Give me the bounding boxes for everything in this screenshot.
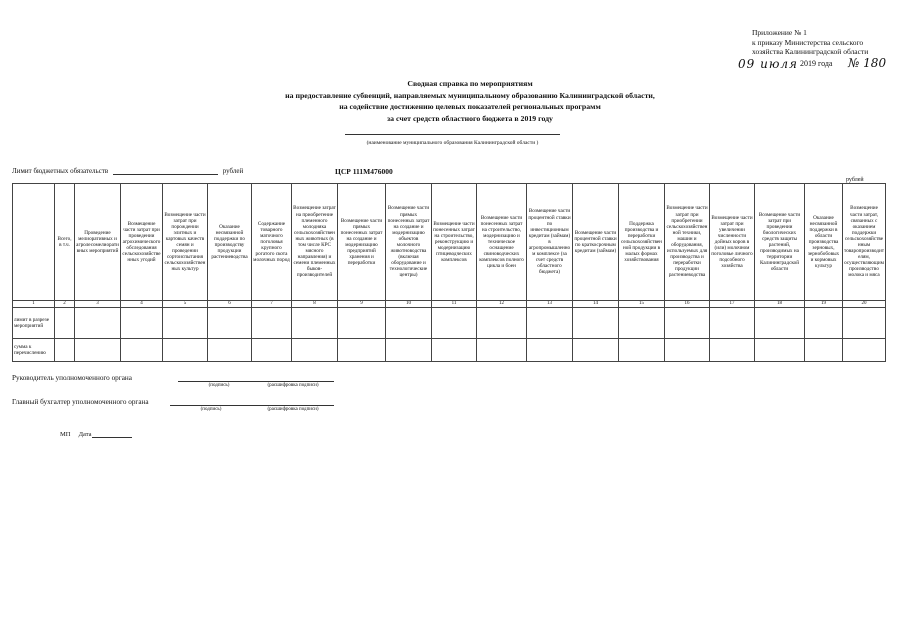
municipality-field-line[interactable] bbox=[345, 134, 560, 135]
head-signature-label: Руководитель уполномоченного органа bbox=[12, 374, 132, 382]
accountant-signature-label: Главный бухгалтер уполномоченного органа bbox=[12, 398, 149, 406]
table-cell[interactable] bbox=[805, 308, 843, 339]
table-cell[interactable] bbox=[477, 339, 527, 362]
table-cell[interactable] bbox=[252, 308, 292, 339]
table-cell[interactable] bbox=[252, 339, 292, 362]
table-cell[interactable] bbox=[292, 308, 338, 339]
head-transcript-caption: (расшифровка подписи) bbox=[267, 383, 319, 388]
limit-line bbox=[12, 167, 243, 175]
table-cell[interactable] bbox=[75, 339, 121, 362]
column-number: 1 bbox=[13, 301, 55, 308]
table-cell[interactable] bbox=[710, 308, 755, 339]
table-cell[interactable] bbox=[477, 308, 527, 339]
header-cell: Возмещение затрат на приобретение племенного молодняка сельскохозяйственных животных (в том числе КРС мясного направления) и семени племенных быков-производителей bbox=[292, 184, 338, 301]
header-cell: Оказание несвязанной поддержки по производству продукции растениеводства bbox=[208, 184, 252, 301]
table-cell[interactable] bbox=[292, 339, 338, 362]
table-cell[interactable] bbox=[755, 339, 805, 362]
table-cell[interactable] bbox=[386, 308, 432, 339]
appendix-line-3: хозяйства Калининградской области bbox=[752, 47, 869, 56]
appendix-year: 2019 года bbox=[800, 59, 833, 68]
document-title bbox=[150, 78, 790, 124]
accountant-transcript-caption: (расшифровка подписи) bbox=[267, 407, 319, 412]
header-cell: Возмещение части понесенных затрат на строительство, модернизацию и техническое оснащение свиноводческих комплексов полного цикла и боен bbox=[477, 184, 527, 301]
column-number-row bbox=[13, 301, 886, 308]
title-line-4: за счет средств областного бюджета в 2019 году bbox=[387, 113, 553, 123]
header-cell: Возмещение части прямых понесенных затрат на создание и модернизацию объектов молочного животноводства (включая оборудование и технологические центры) bbox=[386, 184, 432, 301]
column-number: 10 bbox=[386, 301, 432, 308]
table-cell[interactable] bbox=[55, 308, 75, 339]
column-number: 19 bbox=[805, 301, 843, 308]
header-cell: Возмещение части затрат при проведении агрохимического обследования сельскохозяйственных угодий bbox=[121, 184, 163, 301]
mp-label: МП bbox=[60, 431, 71, 438]
column-number: 4 bbox=[121, 301, 163, 308]
header-cell: Содержание товарного маточного поголовья крупного рогатого скота молочных пород bbox=[252, 184, 292, 301]
title-line-3: на содействие достижению целевых показателей региональных программ bbox=[339, 102, 601, 112]
appendix-line-2: к приказу Министерства сельского bbox=[752, 37, 864, 47]
column-number: 12 bbox=[477, 301, 527, 308]
municipality-caption: (наименование муниципального образования Калининградской области ) bbox=[366, 140, 539, 146]
table-cell[interactable] bbox=[665, 339, 710, 362]
table-cell[interactable] bbox=[527, 308, 573, 339]
appendix-block bbox=[752, 28, 902, 57]
column-number: 20 bbox=[843, 301, 886, 308]
header-cell: Возмещение части прямых понесенных затрат на создание и модернизацию предприятий хранения и переработки bbox=[338, 184, 386, 301]
head-transcript-line[interactable] bbox=[252, 381, 334, 382]
date-field[interactable] bbox=[92, 432, 132, 438]
handwritten-number: № 180 bbox=[848, 56, 887, 70]
table-cell[interactable] bbox=[805, 339, 843, 362]
header-cell: Возмещение части затрат при проведении биологических средств защиты растений, производимых на территории Калининградской области bbox=[755, 184, 805, 301]
title-line-1: Сводная справка по мероприятиям bbox=[407, 79, 533, 88]
column-number: 11 bbox=[432, 301, 477, 308]
header-cell: Возмещение части затрат при порождении элитных и картовых качеств семян и проведении сортоиспытания сельскохозяйственных культур bbox=[163, 184, 208, 301]
table-cell[interactable] bbox=[121, 339, 163, 362]
column-number: 7 bbox=[252, 301, 292, 308]
column-number: 13 bbox=[527, 301, 573, 308]
header-cell: Поддержка производства и переработки сельскохозяйственной продукции в малых формах хозяйствования bbox=[619, 184, 665, 301]
table-cell[interactable] bbox=[619, 308, 665, 339]
limit-label: Лимит бюджетных обязательств bbox=[12, 167, 109, 175]
column-number: 9 bbox=[338, 301, 386, 308]
column-number: 15 bbox=[619, 301, 665, 308]
table-cell[interactable] bbox=[573, 308, 619, 339]
table-header-row bbox=[13, 184, 886, 301]
table-cell[interactable] bbox=[75, 308, 121, 339]
column-number: 3 bbox=[75, 301, 121, 308]
header-cell: Возмещение части затрат, связанных с оказанием поддержки сельскохозяйственным товаропроизводителям, осуществляющим производство молока и мяса bbox=[843, 184, 886, 301]
table-cell[interactable] bbox=[755, 308, 805, 339]
header-cell: Всего, в т.ч. bbox=[55, 184, 75, 301]
handwritten-date: 09 июля bbox=[738, 57, 798, 71]
column-number: 16 bbox=[665, 301, 710, 308]
accountant-transcript-line[interactable] bbox=[252, 405, 334, 406]
table-cell[interactable] bbox=[573, 339, 619, 362]
table-cell[interactable] bbox=[665, 308, 710, 339]
column-number: 14 bbox=[573, 301, 619, 308]
title-line-2: на предоставление субвенций, направляемых муниципальному образованию Калининградской области, bbox=[285, 90, 655, 100]
table-cell[interactable] bbox=[843, 308, 886, 339]
table-cell[interactable] bbox=[527, 339, 573, 362]
summary-table bbox=[12, 183, 886, 362]
header-cell bbox=[13, 184, 55, 301]
limit-unit: рублей bbox=[222, 167, 244, 175]
accountant-signature-line[interactable] bbox=[170, 405, 252, 406]
stamp-date-line bbox=[60, 431, 132, 438]
column-number: 6 bbox=[208, 301, 252, 308]
row-label: сумма к перечислению bbox=[13, 339, 55, 362]
table-cell[interactable] bbox=[619, 339, 665, 362]
table-cell[interactable] bbox=[163, 308, 208, 339]
column-number: 2 bbox=[55, 301, 75, 308]
header-cell: Проведение мелиоративных и агролесомелиоративных мероприятий bbox=[75, 184, 121, 301]
row-label: лимит в разрезе мероприятий bbox=[13, 308, 55, 339]
header-cell: Оказание несвязанной поддержки в области производства зерновых, зернобобовых и кормовых культур bbox=[805, 184, 843, 301]
table-cell[interactable] bbox=[386, 339, 432, 362]
table-row bbox=[13, 339, 886, 362]
header-cell: Возмещение части затрат при приобретении сельскохозяйственной техники, машин и оборудования, используемых для производства и переработки продукции растениеводства bbox=[665, 184, 710, 301]
column-number: 18 bbox=[755, 301, 805, 308]
column-number: 8 bbox=[292, 301, 338, 308]
table-cell[interactable] bbox=[121, 308, 163, 339]
table-cell[interactable] bbox=[338, 308, 386, 339]
header-cell: Возмещение части затрат при увеличении численности дойных коров в (или) молочном поголовье личного подсобного хозяйства bbox=[710, 184, 755, 301]
head-signature-caption: (подпись) bbox=[208, 383, 230, 388]
table-cell[interactable] bbox=[338, 339, 386, 362]
date-label: Дата bbox=[78, 431, 92, 438]
header-cell: Возмещение части понесенных затрат на строительство, реконструкцию и модернизацию птицеводческих комплексов bbox=[432, 184, 477, 301]
head-signature-line[interactable] bbox=[178, 381, 260, 382]
header-cell: Возмещение части процентной ставки по инвестиционным кредитам (займам) в агропромышленном комплексе (за счет средств областного бюджета) bbox=[527, 184, 573, 301]
appendix-line-1: Приложение № 1 bbox=[752, 28, 807, 37]
table-cell[interactable] bbox=[208, 339, 252, 362]
table-cell[interactable] bbox=[710, 339, 755, 362]
column-number: 17 bbox=[710, 301, 755, 308]
table-cell[interactable] bbox=[843, 339, 886, 362]
currency-label: рублей bbox=[846, 177, 864, 183]
table-cell[interactable] bbox=[432, 339, 477, 362]
csr-code: ЦСР 111М476000 bbox=[335, 167, 393, 176]
column-number: 5 bbox=[163, 301, 208, 308]
table-cell[interactable] bbox=[55, 339, 75, 362]
table-row bbox=[13, 308, 886, 339]
table-cell[interactable] bbox=[432, 308, 477, 339]
accountant-signature-caption: (подпись) bbox=[200, 407, 222, 412]
header-cell: Возмещение части процентной ставки по краткосрочным кредитам (займам) bbox=[573, 184, 619, 301]
table-cell[interactable] bbox=[163, 339, 208, 362]
limit-amount-field[interactable] bbox=[113, 168, 218, 175]
table-cell[interactable] bbox=[208, 308, 252, 339]
